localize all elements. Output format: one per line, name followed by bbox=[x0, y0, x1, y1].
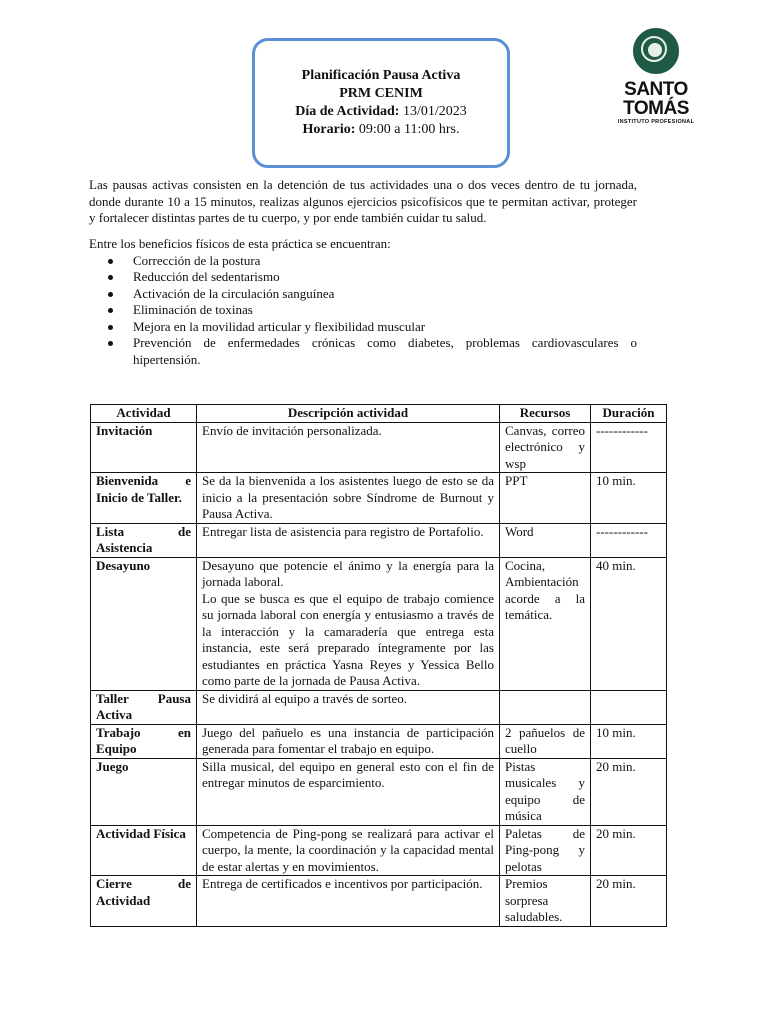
description-cell: Envío de invitación personalizada. bbox=[197, 422, 500, 473]
activity-table bbox=[90, 404, 667, 927]
duration-cell: 20 min. bbox=[591, 876, 667, 927]
resources-cell: PPT bbox=[500, 473, 591, 524]
table-row bbox=[91, 825, 667, 876]
duration-cell bbox=[591, 690, 667, 724]
intro-paragraph: Las pausas activas consisten en la detención de tus actividades una o dos veces dentro de tu jornada, donde durante 10 a 15 minutos, realizas algunos ejercicios psicofísicos que te permitan activar, proteger y fortalecer distintas partes de tu cuerpo, y por ende también cuidar tu salud. bbox=[89, 177, 637, 225]
duration-cell: ------------ bbox=[591, 422, 667, 473]
description-cell: Juego del pañuelo es una instancia de participación generada para fomentar el trabajo en equipo. bbox=[197, 724, 500, 758]
benefits-heading: Entre los beneficios físicos de esta práctica se encuentran: bbox=[89, 236, 391, 251]
brand-line-1: SANTO bbox=[624, 79, 688, 100]
description-cell: Entregar lista de asistencia para registro de Portafolio. bbox=[197, 523, 500, 557]
activity-cell: Juego bbox=[91, 758, 197, 825]
description-cell: Competencia de Ping-pong se realizará para activar el cuerpo, la mente, la coordinación y la capacidad mental de estar alertas y en movimientos. bbox=[197, 825, 500, 876]
benefits-section bbox=[89, 236, 637, 368]
activity-cell: Bienvenida e Inicio de Taller. bbox=[91, 473, 197, 524]
activity-cell: Actividad Física bbox=[91, 825, 197, 876]
time-label: Horario: bbox=[302, 122, 356, 137]
table-header-row bbox=[91, 405, 667, 423]
table-row bbox=[91, 557, 667, 690]
time-value: 09:00 a 11:00 hrs. bbox=[358, 122, 460, 137]
table-row bbox=[91, 523, 667, 557]
santo-tomas-logo bbox=[614, 26, 698, 132]
benefit-item: Eliminación de toxinas bbox=[133, 302, 637, 319]
seal-icon bbox=[633, 28, 679, 74]
table-row bbox=[91, 724, 667, 758]
description-cell: Se da la bienvenida a los asistentes luego de esto se da inicio a la presentación sobre Síndrome de Burnout y Pausa Activa. bbox=[197, 473, 500, 524]
resources-cell: Premios sorpresa saludables. bbox=[500, 876, 591, 927]
benefit-item: Reducción del sedentarismo bbox=[133, 269, 637, 286]
description-cell: Entrega de certificados e incentivos por participación. bbox=[197, 876, 500, 927]
duration-cell: 20 min. bbox=[591, 758, 667, 825]
activity-time bbox=[303, 121, 460, 139]
resources-cell: Paletas de Ping-pong y pelotas bbox=[500, 825, 591, 876]
column-header-resources: Recursos bbox=[500, 405, 591, 423]
description-cell: Desayuno que potencie el ánimo y la energía para la jornada laboral. Lo que se busca es que el equipo de trabajo comience su jornada laboral con energía y entusiasmo a través de la interacción y la camaradería que entrega esta instancia, este será preparado íntegramente por las estudiantes en práctica Yasna Reyes y Yessica Bello como parte de la jornada de Pausa Activa. bbox=[197, 557, 500, 690]
resources-cell: Canvas, correo electrónico y wsp bbox=[500, 422, 591, 473]
document-title: Planificación Pausa Activa bbox=[301, 68, 461, 83]
activity-cell: Desayuno bbox=[91, 557, 197, 690]
activity-cell: Invitación bbox=[91, 422, 197, 473]
resources-cell: Pistas musicales y equipo de música bbox=[500, 758, 591, 825]
program-name: PRM CENIM bbox=[339, 86, 423, 101]
duration-cell: 40 min. bbox=[591, 557, 667, 690]
benefits-list bbox=[89, 253, 637, 369]
table-row bbox=[91, 422, 667, 473]
duration-cell: 20 min. bbox=[591, 825, 667, 876]
description-cell: Silla musical, del equipo en general esto con el fin de entregar minutos de esparcimiento. bbox=[197, 758, 500, 825]
table-row bbox=[91, 876, 667, 927]
column-header-duration: Duración bbox=[591, 405, 667, 423]
benefit-item: Activación de la circulación sanguínea bbox=[133, 286, 637, 303]
date-value: 13/01/2023 bbox=[402, 104, 467, 119]
resources-cell bbox=[500, 690, 591, 724]
table-row bbox=[91, 758, 667, 825]
column-header-description: Descripción actividad bbox=[197, 405, 500, 423]
table-row bbox=[91, 473, 667, 524]
date-label: Día de Actividad: bbox=[295, 104, 400, 119]
resources-cell: 2 pañuelos de cuello bbox=[500, 724, 591, 758]
benefit-item: Corrección de la postura bbox=[133, 253, 637, 270]
header-box bbox=[252, 38, 510, 168]
activity-cell: Trabajo en Equipo bbox=[91, 724, 197, 758]
benefit-item: Mejora en la movilidad articular y flexibilidad muscular bbox=[133, 319, 637, 336]
column-header-activity: Actividad bbox=[91, 405, 197, 423]
description-cell: Se dividirá al equipo a través de sorteo. bbox=[197, 690, 500, 724]
activity-cell: Taller Pausa Activa bbox=[91, 690, 197, 724]
brand-subtitle: INSTITUTO PROFESIONAL bbox=[617, 119, 695, 125]
activity-cell: Cierre de Actividad bbox=[91, 876, 197, 927]
duration-cell: ------------ bbox=[591, 523, 667, 557]
resources-cell: Cocina, Ambientación acorde a la temática. bbox=[500, 557, 591, 690]
brand-line-2: TOMÁS bbox=[623, 98, 689, 119]
activity-date bbox=[295, 103, 467, 121]
table-row bbox=[91, 690, 667, 724]
duration-cell: 10 min. bbox=[591, 724, 667, 758]
resources-cell: Word bbox=[500, 523, 591, 557]
duration-cell: 10 min. bbox=[591, 473, 667, 524]
activity-cell: Lista de Asistencia bbox=[91, 523, 197, 557]
benefit-item: Prevención de enfermedades crónicas como diabetes, problemas cardiovasculares o hipertensión. bbox=[133, 335, 637, 367]
